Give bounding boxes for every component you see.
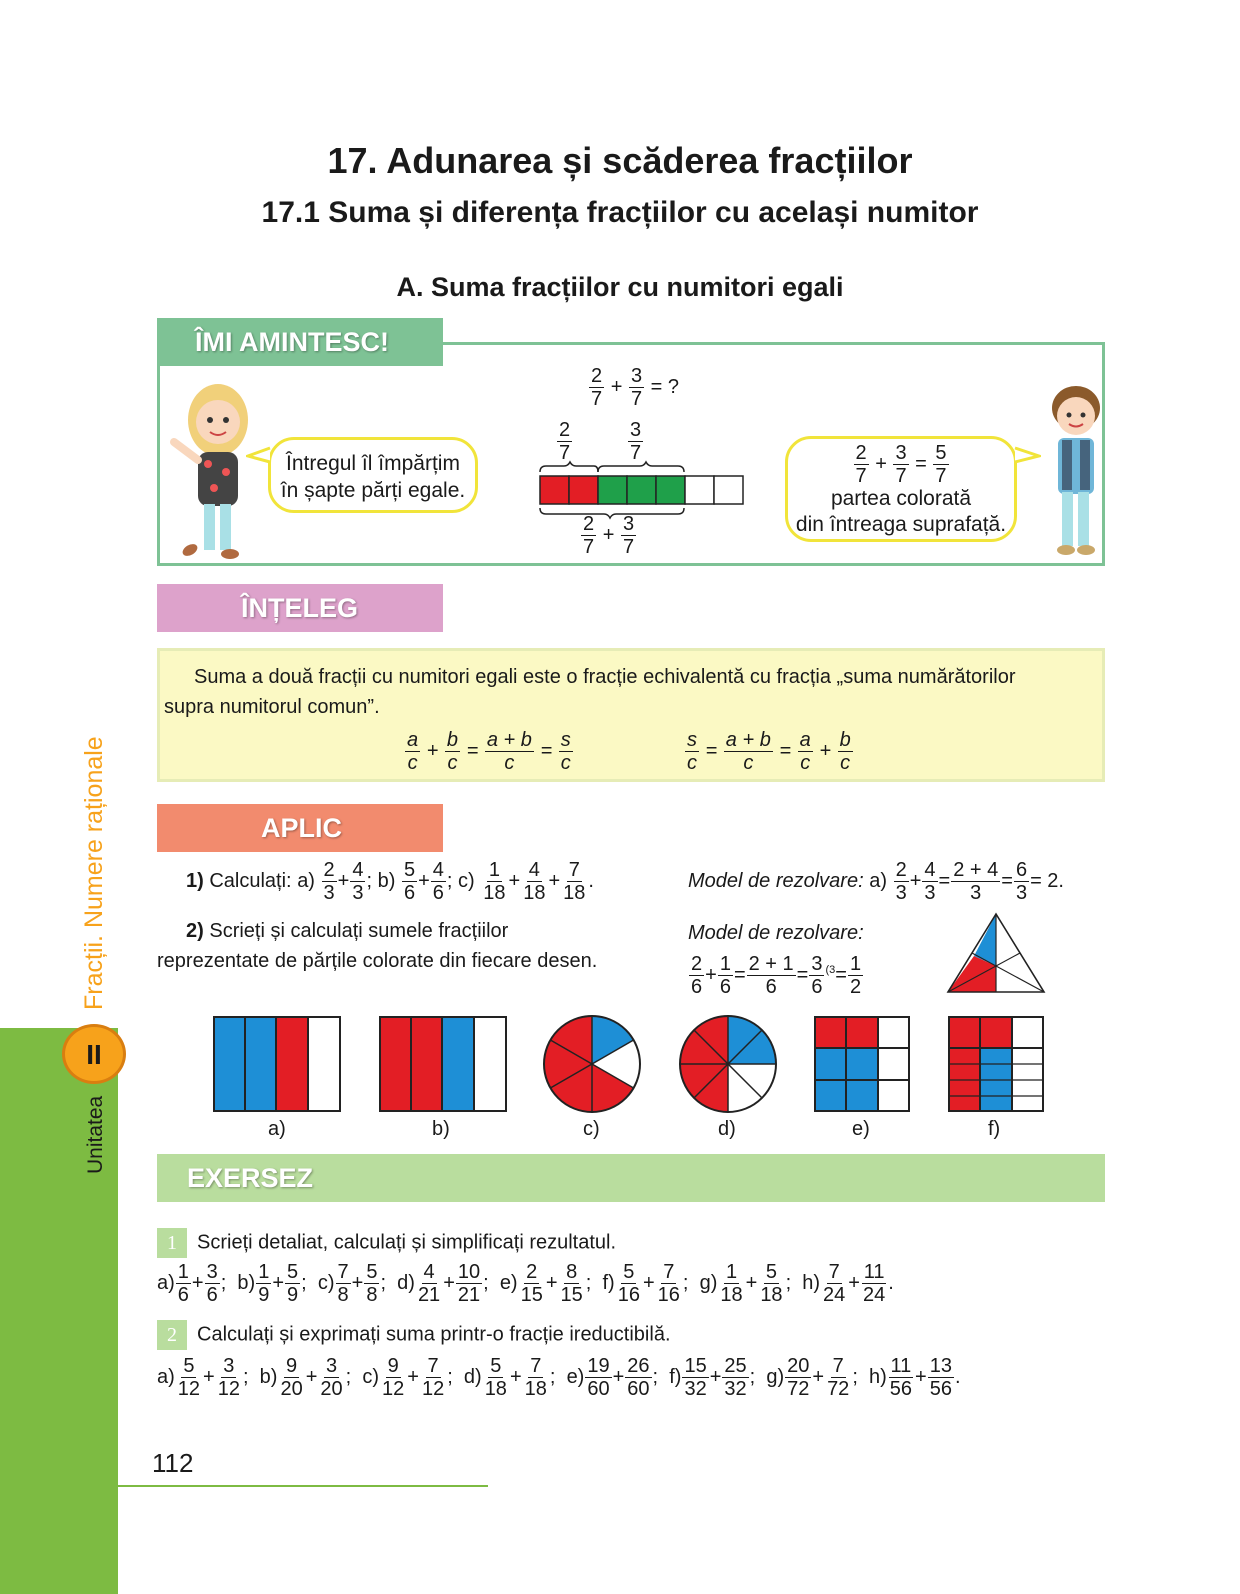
exercise-item: g) $\frac{20}{72}$ + $\frac{7}{72}$ ; <box>766 1355 864 1400</box>
fraction: $\frac{10}{21}$ <box>457 1261 481 1306</box>
figure-e <box>814 1016 910 1112</box>
figure-label-f: f) <box>988 1118 1001 1140</box>
fraction: $\frac{3}{6}$ <box>206 1261 218 1306</box>
fraction: $\frac{1}{9}$ <box>258 1261 270 1306</box>
figure-c <box>542 1014 642 1114</box>
girl-illustration <box>160 380 260 562</box>
fraction: $\frac{7}{24}$ <box>823 1261 846 1306</box>
exercise-item: a) $\frac{1}{6}$ + $\frac{3}{6}$ ; <box>157 1261 232 1306</box>
fraction: $\frac{5}{16}$ <box>617 1261 640 1306</box>
aplic-exercise-2-line1: 2) Scrieți și calculați sumele fracțiilor <box>186 920 509 942</box>
exercise-item: g) $\frac{1}{18}$ + $\frac{5}{18}$ ; <box>699 1261 797 1306</box>
bubble-equation: $\frac{2}{7}$ + $\frac{3}{7}$ = $\frac{5}{7}$ <box>855 442 947 487</box>
exercise-item: b) $\frac{9}{20}$ + $\frac{3}{20}$ ; <box>259 1355 357 1400</box>
inteleg-label: ÎNȚELEG <box>157 584 443 632</box>
fraction: $\frac{7}{16}$ <box>657 1261 680 1306</box>
fraction: $\frac{2}{7}$ <box>591 365 603 410</box>
aplic-model-2-label: Model de rezolvare: <box>688 922 864 944</box>
boy-illustration <box>1042 382 1108 560</box>
bar-segment <box>569 476 598 504</box>
exercise-item: h) $\frac{7}{24}$ + $\frac{11}{24}$ . <box>802 1261 894 1306</box>
chapter-title: 17. Adunarea și scăderea fracțiilor <box>327 140 913 181</box>
exercise-item: e) $\frac{19}{60}$ + $\frac{26}{60}$ ; <box>566 1355 664 1400</box>
exercise-item: b) $\frac{1}{9}$ + $\frac{5}{9}$ ; <box>237 1261 313 1306</box>
fraction: $\frac{5}{18}$ <box>484 1355 507 1400</box>
figure-d <box>678 1014 778 1114</box>
bar-segment <box>656 476 685 504</box>
bubble-line: partea colorată <box>830 487 972 510</box>
exersez-exercise-1-items <box>157 1262 894 1305</box>
bubble-tail <box>246 446 272 466</box>
figure-label-b: b) <box>432 1118 450 1140</box>
fraction-bar <box>532 460 752 520</box>
fraction: $\frac{2}{15}$ <box>520 1261 543 1306</box>
bar-segment <box>598 476 627 504</box>
inteleg-text-line2: supra numitorul comun”. <box>164 696 380 718</box>
figure-a <box>213 1016 341 1112</box>
figure-label-d: d) <box>718 1118 736 1140</box>
formula-sum: $\frac{a}{c}$ + $\frac{b}{c}$ = $\frac{a + b}{c}$ = $\frac{s}{c}$ <box>407 729 571 774</box>
figure-label-a: a) <box>268 1118 286 1140</box>
unit-word: Unitatea <box>84 1095 107 1174</box>
fraction: $\frac{25}{32}$ <box>724 1355 747 1400</box>
aplic-model-2: $\frac{2}{6}$ + $\frac{1}{6}$ = $\frac{2 + 1}{6}$ = $\frac{3}{6}$ $^{(3}$= $\frac{1}{2}$ <box>691 953 862 998</box>
figure-label-e: e) <box>852 1118 870 1140</box>
fraction: $\frac{1}{18}$ <box>720 1261 743 1306</box>
exercise-item: d) $\frac{4}{21}$ + $\frac{10}{21}$ ; <box>397 1261 495 1306</box>
figure-f <box>948 1016 1044 1112</box>
fraction: $\frac{4}{21}$ <box>417 1261 441 1306</box>
exercise-item: c) $\frac{9}{12}$ + $\frac{7}{12}$ ; <box>362 1355 459 1400</box>
fraction: $\frac{7}{18}$ <box>524 1355 547 1400</box>
exercise-item: d) $\frac{5}{18}$ + $\frac{7}{18}$ ; <box>463 1355 561 1400</box>
aplic-exercise-2-line2: reprezentate de părțile colorate din fiecare desen. <box>157 950 598 972</box>
fraction: $\frac{19}{60}$ <box>587 1355 610 1400</box>
inteleg-text-line1: Suma a două fracții cu numitori egali este o fracție echivalentă cu fracția „suma numărătorilor <box>194 666 1016 688</box>
fraction: $\frac{5}{18}$ <box>760 1261 783 1306</box>
fraction: $\frac{20}{72}$ <box>787 1355 810 1400</box>
unit-number: II <box>86 1039 102 1070</box>
aplic-exercise-1: 1) Calculați: a) $\frac{2}{3}$ + $\frac{4}{3}$ ; b) $\frac{5}{6}$ + $\frac{4}{6}$ ; c) $\frac{1}{18}$ + $\frac{4}{18}$ + $\frac{7}{18}$ . <box>186 859 594 904</box>
fraction: $\frac{3}{7}$ <box>630 365 643 410</box>
figure-b <box>379 1016 507 1112</box>
fraction: $\frac{5}{12}$ <box>177 1355 201 1400</box>
section-a-title: A. Suma fracțiilor cu numitori egali <box>396 272 844 302</box>
aplic-model-1: Model de rezolvare: a) $\frac{2}{3}$ + $\frac{4}{3}$ = $\frac{2 + 4}{3}$ = $\frac{6}{3}$ = 2. <box>688 859 1064 904</box>
fraction: $\frac{7}{72}$ <box>827 1355 850 1400</box>
bar-segment <box>685 476 714 504</box>
formula-split: $\frac{s}{c}$ = $\frac{a + b}{c}$ = $\frac{a}{c}$ + $\frac{b}{c}$ <box>687 729 851 774</box>
fraction: $\frac{5}{9}$ <box>287 1261 299 1306</box>
left-speech-bubble <box>268 437 478 513</box>
fraction: $\frac{8}{15}$ <box>560 1261 583 1306</box>
bubble-line: din întreaga suprafață. <box>795 513 1007 536</box>
fraction: $\frac{7}{8}$ <box>337 1261 349 1306</box>
exersez-exercise-2: 2 Calculați și exprimați suma printr-o fracție ireductibilă. <box>157 1320 671 1350</box>
triangle-figure <box>944 912 1048 996</box>
bubble-line: Întregul îl împărțim <box>286 452 460 475</box>
fraction: $\frac{11}{56}$ <box>889 1355 913 1400</box>
right-speech-bubble <box>785 436 1017 542</box>
fraction: $\frac{3}{20}$ <box>320 1355 343 1400</box>
exercise-item: e) $\frac{2}{15}$ + $\frac{8}{15}$ ; <box>499 1261 597 1306</box>
exersez-exercise-1: 1 Scrieți detaliat, calculați și simplificați rezultatul. <box>157 1228 616 1258</box>
fraction: $\frac{5}{8}$ <box>366 1261 378 1306</box>
aplic-label: APLIC <box>157 804 443 852</box>
bar-top-label-red: $\frac{2}{7}$ <box>559 419 571 464</box>
exercise-item: f) $\frac{15}{32}$ + $\frac{25}{32}$ ; <box>669 1355 761 1400</box>
page-number: 112 <box>152 1448 194 1478</box>
unit-title: Fracții. Numere raționale <box>80 736 108 1010</box>
fraction: $\frac{1}{6}$ <box>177 1261 189 1306</box>
imi-amintesc-label: ÎMI AMINTESC! <box>157 318 443 366</box>
fraction: $\frac{11}{24}$ <box>862 1261 886 1306</box>
bubble-line: în șapte părți egale. <box>280 479 466 502</box>
bar-segment <box>627 476 656 504</box>
bar-bottom-label: $\frac{2}{7}$ + $\frac{3}{7}$ <box>583 513 635 558</box>
exercise-item: a) $\frac{5}{12}$ + $\frac{3}{12}$ ; <box>157 1355 255 1400</box>
fraction: $\frac{13}{56}$ <box>929 1355 952 1400</box>
lesson-title: 17.1 Suma și diferența fracțiilor cu același numitor <box>261 196 979 229</box>
exercise-item: c) $\frac{7}{8}$ + $\frac{5}{8}$ ; <box>317 1261 392 1306</box>
exersez-exercise-2-items <box>157 1356 961 1399</box>
bubble-tail <box>1013 446 1041 466</box>
bar-segment <box>714 476 743 504</box>
fraction: $\frac{7}{12}$ <box>421 1355 445 1400</box>
bar-top-label-green: $\frac{3}{7}$ <box>630 419 642 464</box>
figure-label-c: c) <box>583 1118 600 1140</box>
unit-badge <box>62 1024 126 1084</box>
exercise-item: h) $\frac{11}{56}$ + $\frac{13}{56}$ . <box>869 1355 961 1400</box>
exersez-label: EXERSEZ <box>157 1154 1105 1202</box>
page-footer-line <box>118 1485 488 1487</box>
fraction: $\frac{15}{32}$ <box>684 1355 707 1400</box>
fraction: $\frac{9}{20}$ <box>280 1355 303 1400</box>
fraction: $\frac{9}{12}$ <box>382 1355 405 1400</box>
fraction: $\frac{3}{12}$ <box>217 1355 240 1400</box>
fraction: $\frac{26}{60}$ <box>627 1355 650 1400</box>
exercise-item: f) $\frac{5}{16}$ + $\frac{7}{16}$ ; <box>602 1261 695 1306</box>
bar-segment <box>540 476 569 504</box>
question-equation: $\frac{2}{7}$ + $\frac{3}{7}$ = ? <box>591 365 679 410</box>
